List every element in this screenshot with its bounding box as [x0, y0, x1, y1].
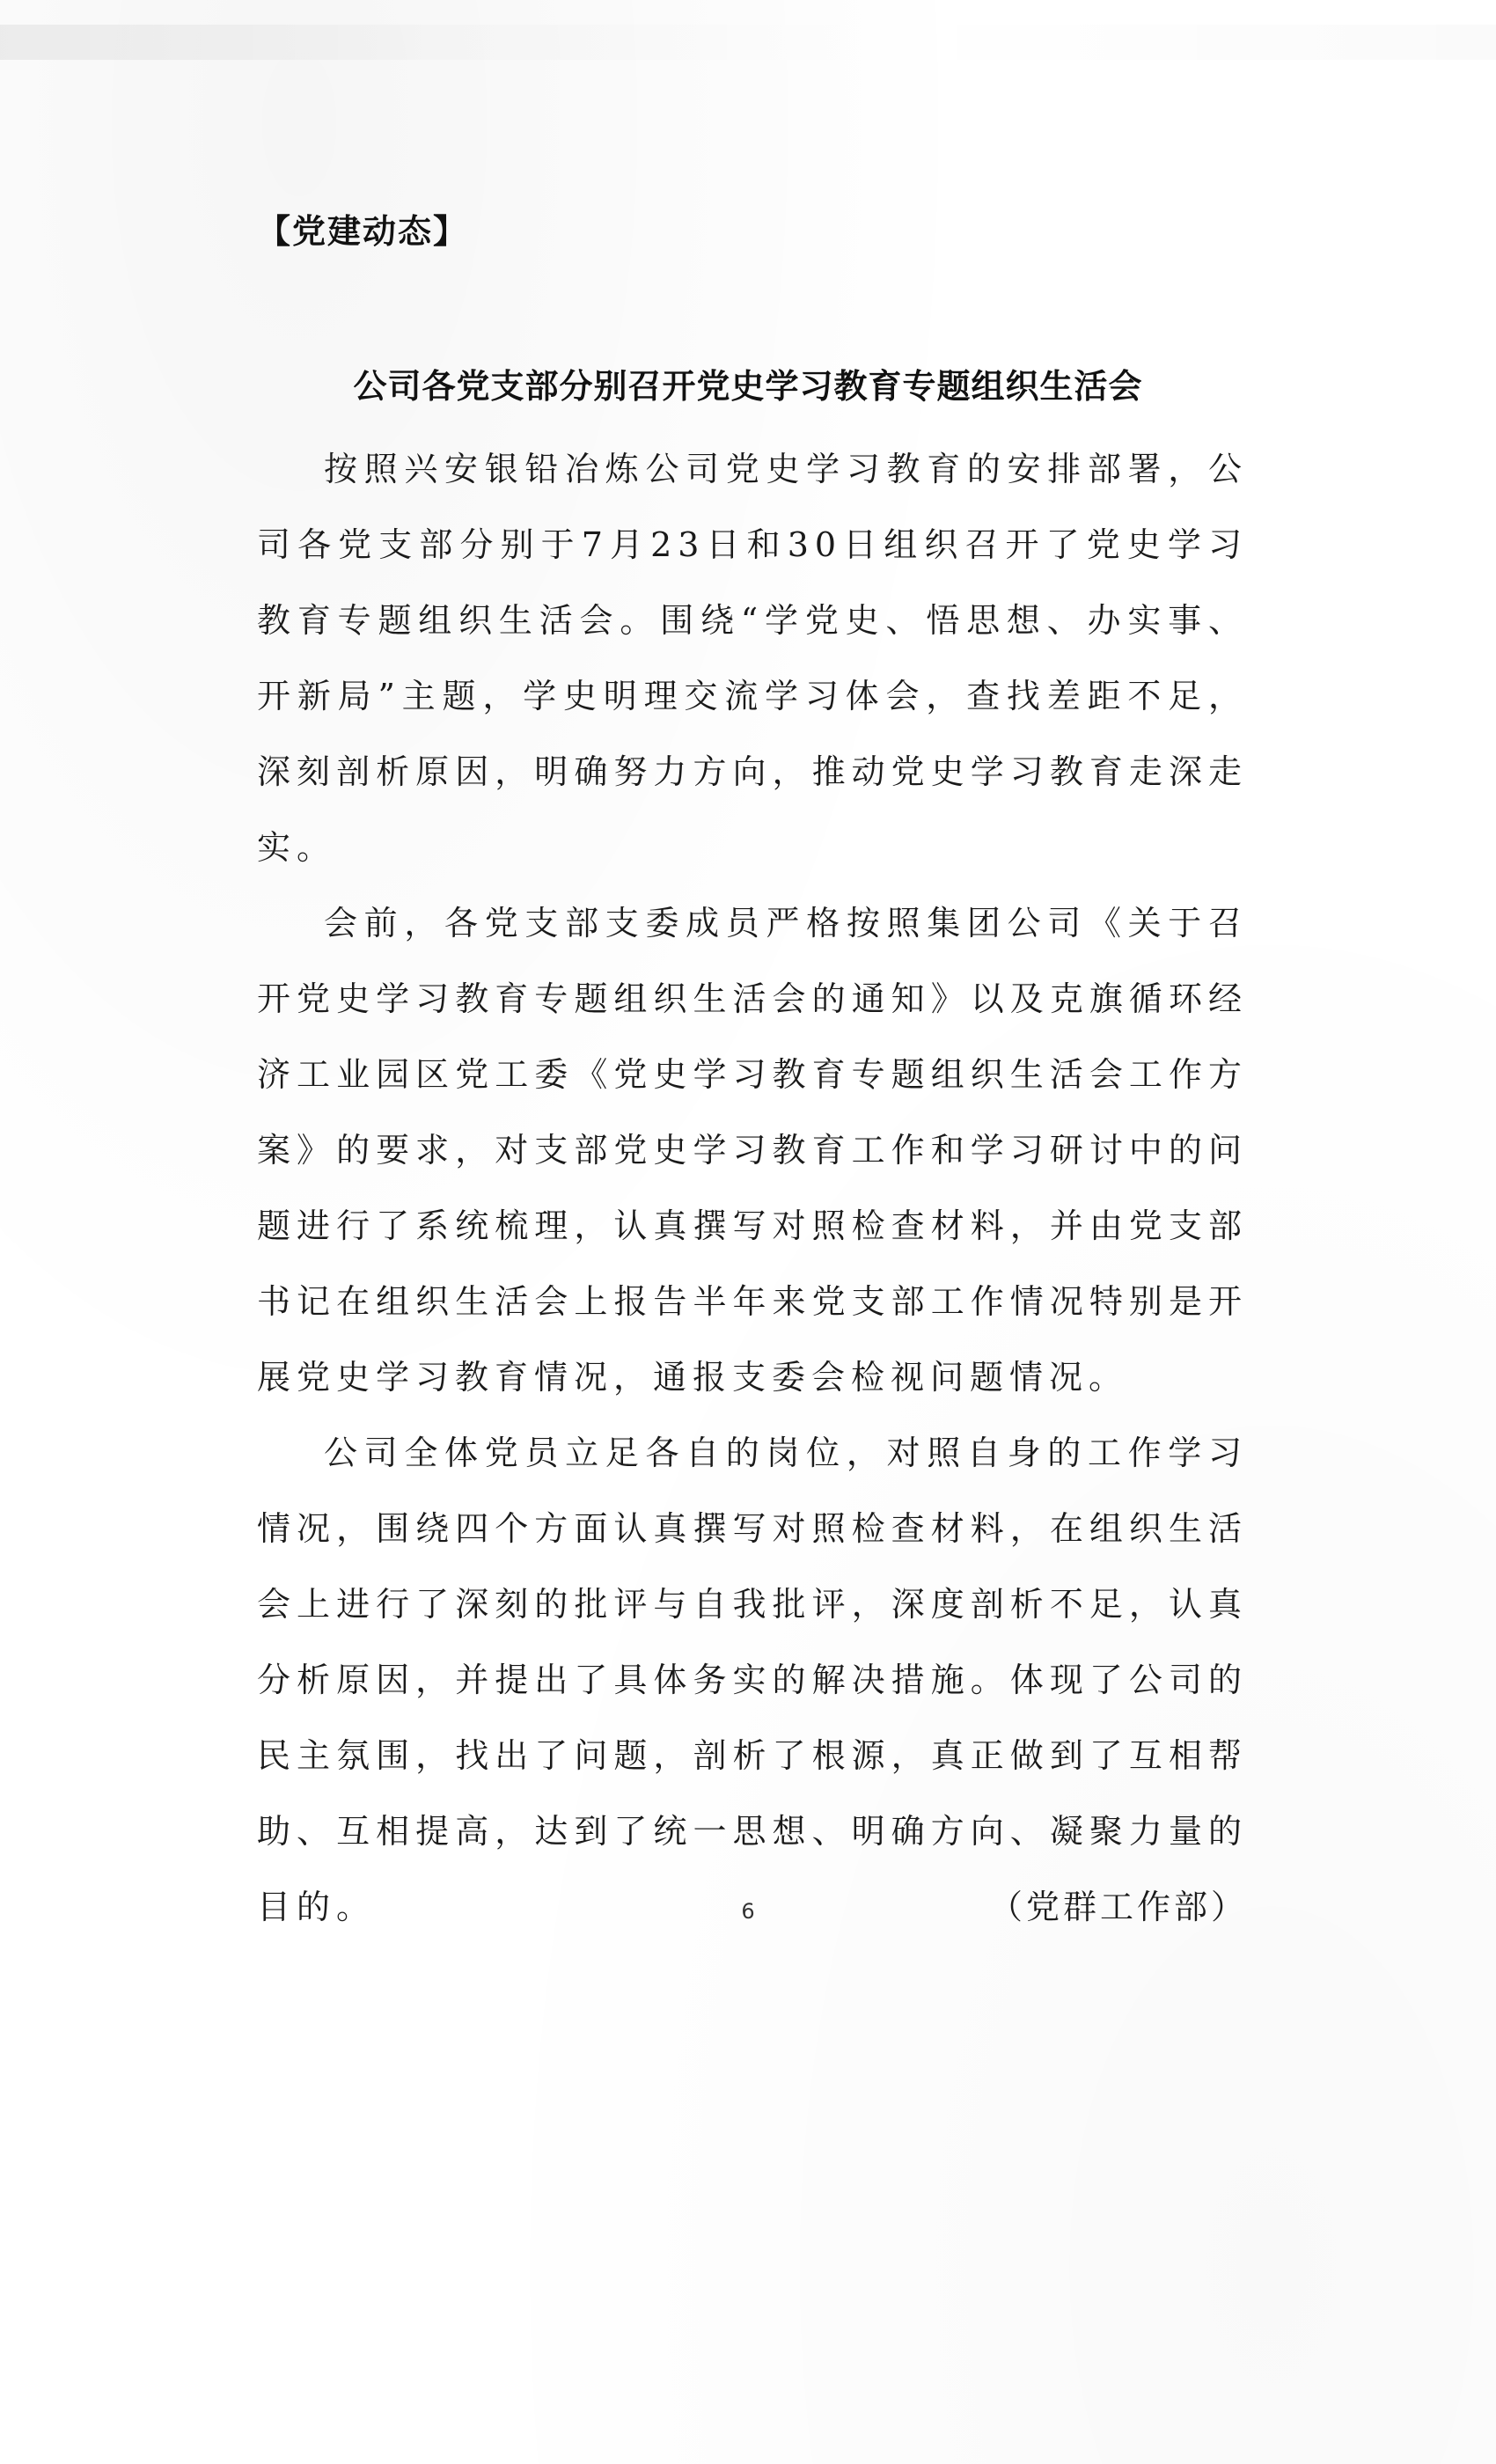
article-body: [257, 431, 1248, 1945]
section-tag: 【党建动态】: [257, 212, 469, 251]
paragraph-2: 会前，各党支部支委成员严格按照集团公司《关于召开党史学习教育专题组织生活会的通知》以及克旗循环经济工业园区党工委《党史学习教育专题组织生活会工作方案》的要求，对支部党史学习教育工作和学习研讨中的问题进行了系统梳理，认真撰写对照检查材料，并由党支部书记在组织生活会上报告半年来党支部工作情况特别是开展党史学习教育情况，通报支委会检视问题情况。: [257, 904, 1248, 1397]
scan-shadow: [0, 25, 1496, 60]
page-number: 6: [741, 1899, 755, 1924]
paragraph-3: 公司全体党员立足各自的岗位，对照自身的工作学习情况，围绕四个方面认真撰写对照检查材料，在组织生活会上进行了深刻的批评与自我批评，深度剖析不足，认真分析原因，并提出了具体务实的解决措施。体现了公司的民主氛围，找出了问题，剖析了根源，真正做到了互相帮助、互相提高，达到了统一思想、明确方向、凝聚力量的目的。: [257, 1434, 1248, 1926]
signature: （党群工作部）: [988, 1888, 1248, 1926]
article-title: 公司各党支部分别召开党史学习教育专题组织生活会: [353, 367, 1143, 406]
paragraph-1: 按照兴安银铅冶炼公司党史学习教育的安排部署，公司各党支部分别于7月23日和30日组织召开了党史学习教育专题组织生活会。围绕“学党史、悟思想、办实事、开新局”主题，学史明理交流学习体会，查找差距不足，深刻剖析原因，明确努力方向，推动党史学习教育走深走实。: [257, 450, 1248, 867]
closing-paragraph: [257, 1415, 1248, 1945]
